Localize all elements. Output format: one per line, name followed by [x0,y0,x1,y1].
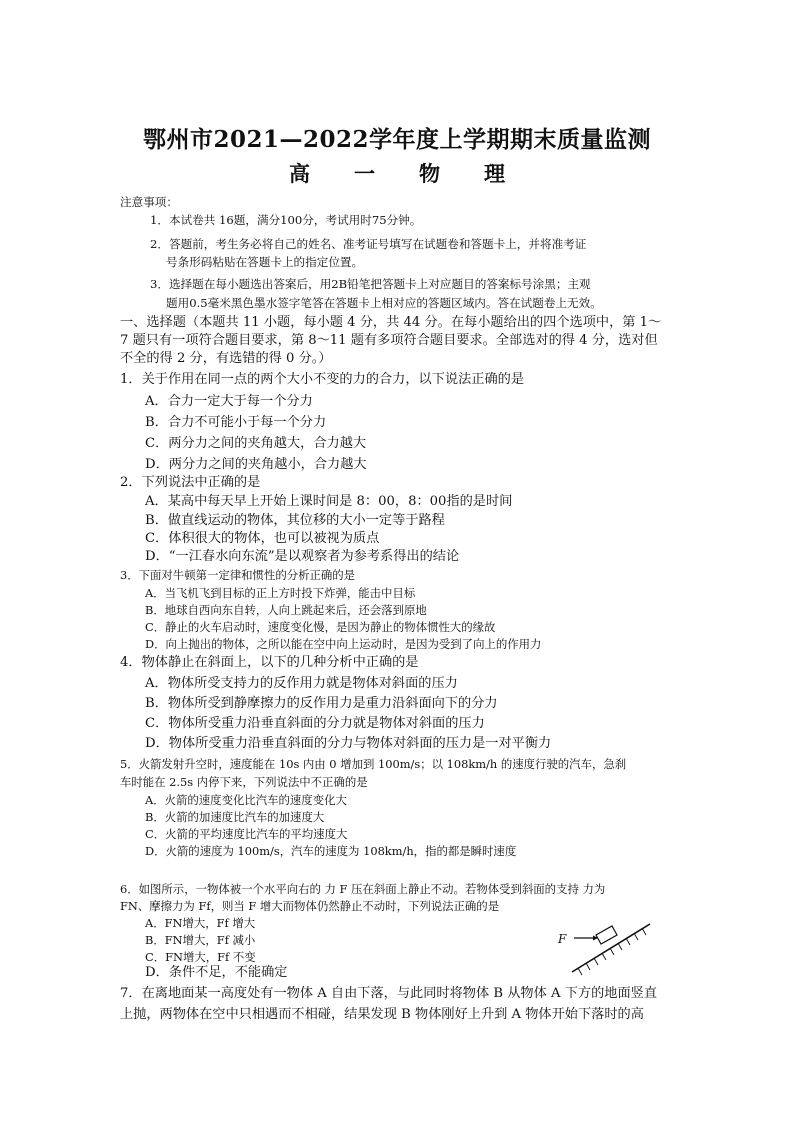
question-option: B．火箭的加速度比汽车的加速度大 [145,810,325,824]
notice-item: 1．本试卷共 16题，满分100分，考试用时75分钟。 [150,213,422,227]
section-header: 不全的得 2 分，有选错的得 0 分。） [120,351,332,366]
exam-subject [0,158,794,188]
question-option: B．做直线运动的物体，其位移的大小一定等于路程 [145,513,445,528]
question-stem: 1．关于作用在同一点的两个大小不变的力的合力，以下说法正确的是 [120,372,525,387]
notice-heading: 注意事项： [120,195,178,209]
question-option: A．FN增大，Ff 增大 [145,916,256,930]
question-option: D．物体所受重力沿垂直斜面的分力与物体对斜面的压力是一对平衡力 [145,736,552,751]
question-stem: 3．下面对牛顿第一定律和惯性的分析正确的是 [120,568,356,582]
question-option: C．静止的火车启动时，速度变化慢，是因为静止的物体惯性大的缘故 [145,620,496,634]
section-header: 一、选择题（本题共 11 小题，每小题 4 分，共 44 分。在每小题给出的四个选项中，第 1～ [120,315,662,330]
subject-char: 高 [289,161,310,186]
question-stem: 5．火箭发射升空时，速度能在 10s 内由 0 增加到 100m/s；以 108km/h 的速度行驶的汽车，急刹 [120,757,627,771]
question-stem: 7．在离地面某一高度处有一物体 A 自由下落，与此同时将物体 B 从物体 A 下方的地面竖直 [120,986,658,1001]
notice-item: 3．选择题在每小题选出答案后，用2B铅笔把答题卡上对应题目的答案标号涂黑；主观 [150,277,591,291]
question-stem: FN、摩擦力为 Ff，则当 F 增大而物体仍然静止不动时，下列说法正确的是 [120,899,500,913]
question-option: C．火箭的平均速度比汽车的平均速度大 [145,827,348,841]
question-option: B．合力不可能小于每一个分力 [145,415,327,430]
incline-figure [556,914,656,976]
question-stem: 4．物体静止在斜面上，以下的几种分析中正确的是 [120,655,419,670]
notice-item: 题用0.5毫米黑色墨水签字笔答在答题卡上相对应的答题区域内。答在试题卷上无效。 [166,296,602,310]
question-option: D．条件不足，不能确定 [145,965,288,980]
notice-item: 2．答题前，考生务必将自己的姓名、准考证号填写在试题卷和答题卡上，并将准考证 [150,237,587,251]
question-option: D．火箭的速度为 100m/s，汽车的速度为 108km/h，指的都是瞬时速度 [145,844,517,858]
question-option: C．FN增大，Ff 不变 [145,950,256,964]
question-stem: 6．如图所示，一物体被一个水平向右的 力 F 压在斜面上静止不动。若物体受到斜面的支持 力为 [120,882,606,896]
question-stem: 2．下列说法中正确的是 [120,475,261,490]
question-option: A．火箭的速度变化比汽车的速度变化大 [145,793,347,807]
question-option: D．向上抛出的物体，之所以能在空中向上运动时，是因为受到了向上的作用力 [145,637,542,651]
question-option: D．“一江春水向东流”是以观察者为参考系得出的结论 [145,549,460,564]
subject-char: 一 [354,161,375,186]
question-option: B．地球自西向东自转，人向上跳起来后，还会落到原地 [145,603,427,617]
question-option: B．物体所受到静摩擦力的反作用力是重力沿斜面向下的分力 [145,696,498,711]
question-stem: 上抛，两物体在空中只相遇而不相碰，结果发现 B 物体刚好上升到 A 物体开始下落时的高 [120,1007,644,1022]
subject-char: 物 [419,161,440,186]
subject-char: 理 [484,161,505,186]
question-option: C．体积很大的物体，也可以被视为质点 [145,531,380,546]
exam-title: 鄂州市2021—2022学年度上学期期末质量监测 [142,126,652,153]
block [596,926,617,944]
question-option: A．合力一定大于每一个分力 [145,394,313,409]
section-header: 7 题只有一项符合题目要求，第 8～11 题有多项符合题目要求。全部选对的得 4 分，选对但 [120,333,658,348]
question-option: D．两分力之间的夹角越小，合力越大 [145,457,367,472]
question-option: C．物体所受重力沿垂直斜面的分力就是物体对斜面的压力 [145,716,485,731]
question-stem: 车时能在 2.5s 内停下来，下列说法中不正确的是 [120,775,368,789]
question-option: C．两分力之间的夹角越大，合力越大 [145,436,367,451]
notice-item: 号条形码粘贴在答题卡上的指定位置。 [166,255,364,269]
question-option: A．物体所受支持力的反作用力就是物体对斜面的压力 [145,676,458,691]
force-label: F [558,932,567,946]
question-option: A．某高中每天早上开始上课时间是 8：00，8：00指的是时间 [145,494,513,509]
question-option: B．FN增大，Ff 减小 [145,933,256,947]
question-option: A．当飞机飞到目标的正上方时投下炸弹，能击中目标 [145,586,416,600]
